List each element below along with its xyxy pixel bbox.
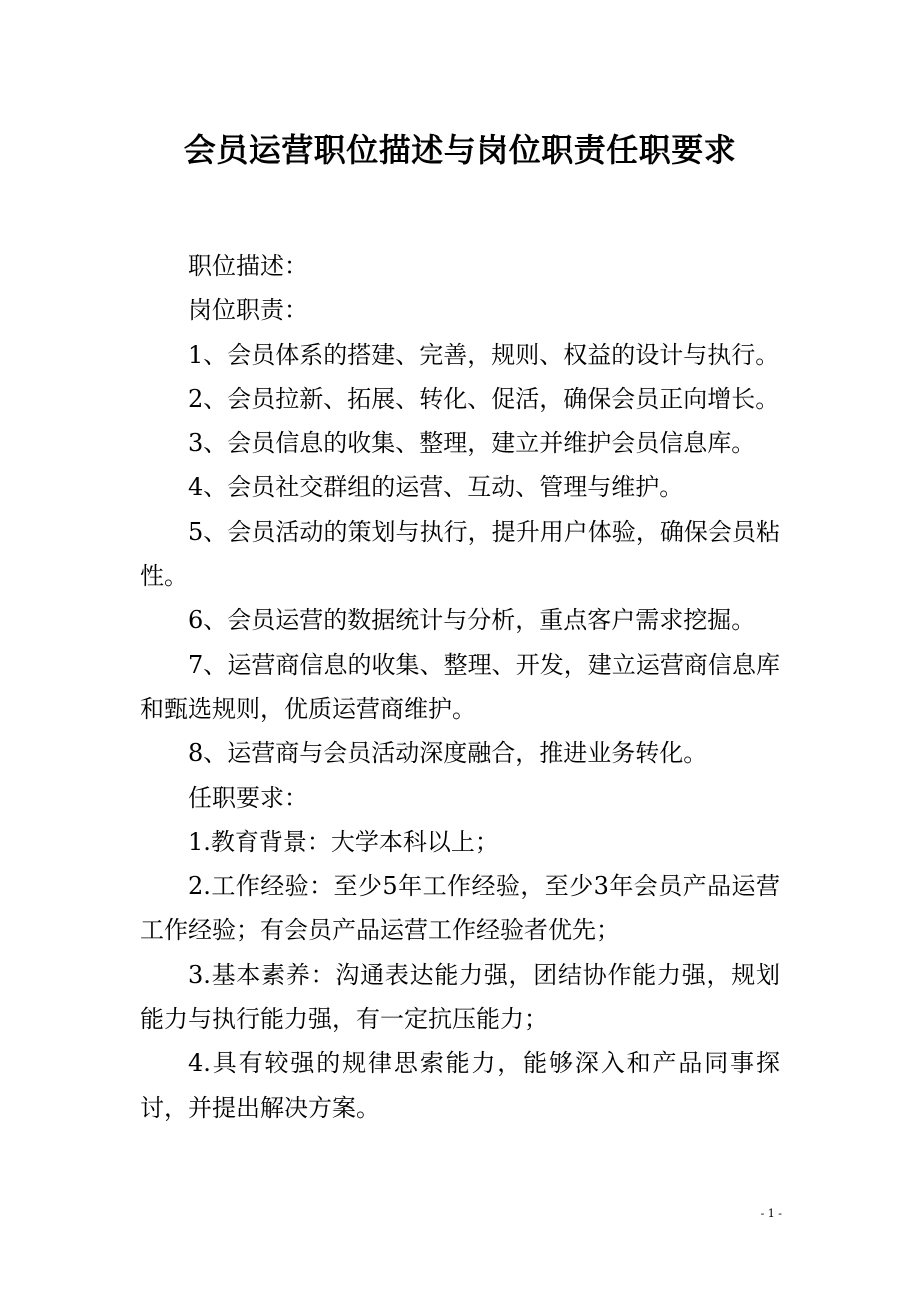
requirement-item-4: 4.具有较强的规律思索能力，能够深入和产品同事探讨，并提出解决方案。 — [140, 1049, 780, 1122]
responsibility-item-5: 5、会员活动的策划与执行，提升用户体验，确保会员粘性。 — [140, 517, 780, 591]
requirement-item-3: 3.基本素养：沟通表达能力强，团结协作能力强，规划能力与执行能力强，有一定抗压能力； — [140, 960, 780, 1034]
responsibility-item-2: 2、会员拉新、拓展、转化、促活，确保会员正向增长。 — [188, 384, 780, 413]
paragraph-job-description-heading: 职位描述： — [188, 252, 308, 280]
page-number: - 1 - — [760, 1207, 782, 1220]
responsibility-item-8: 8、运营商与会员活动深度融合，推进业务转化。 — [188, 739, 708, 768]
document-body — [140, 244, 780, 1130]
responsibility-item-1: 1、会员体系的搭建、完善，规则、权益的设计与执行。 — [188, 340, 780, 369]
responsibility-item-3: 3、会员信息的收集、整理，建立并维护会员信息库。 — [188, 429, 756, 458]
paragraph-requirements-heading: 任职要求： — [188, 783, 308, 812]
paragraph-responsibilities-heading: 岗位职责： — [188, 296, 308, 325]
requirement-item-2: 2.工作经验：至少5年工作经验，至少3年会员产品运营工作经验；有会员产品运营工作经验者优先； — [140, 872, 780, 945]
document-title: 会员运营职位描述与岗位职责任职要求 — [183, 131, 737, 169]
responsibility-item-6: 6、会员运营的数据统计与分析，重点客户需求挖掘。 — [188, 606, 756, 635]
responsibility-item-4: 4、会员社交群组的运营、互动、管理与维护。 — [188, 473, 684, 502]
requirement-item-1: 1.教育背景：大学本科以上； — [188, 827, 499, 856]
responsibility-item-7: 7、运营商信息的收集、整理、开发，建立运营商信息库和甄选规则，优质运营商维护。 — [140, 650, 780, 723]
